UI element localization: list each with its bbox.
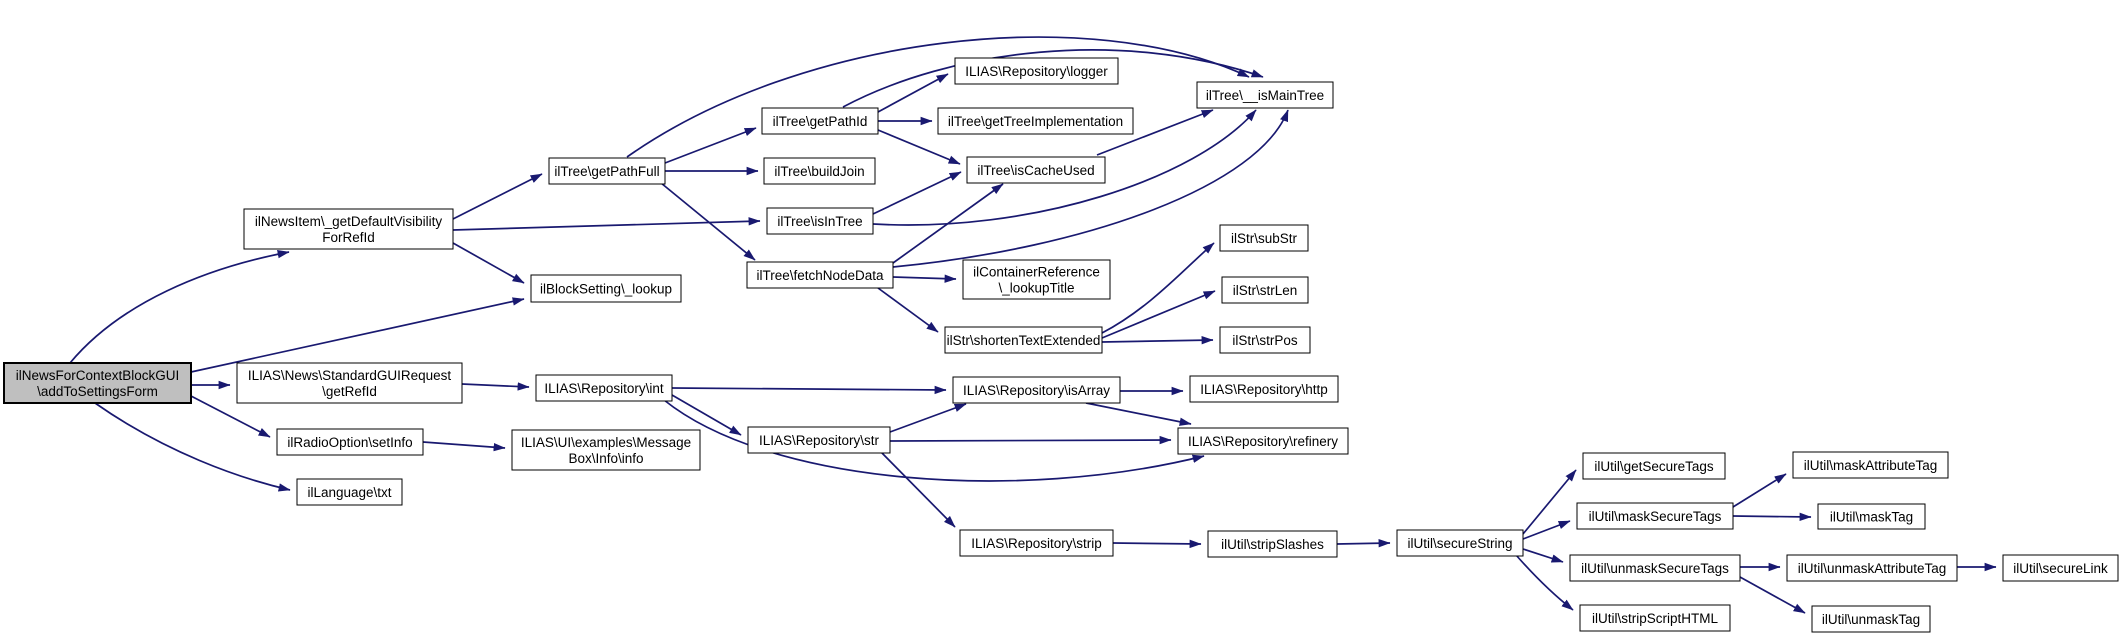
edge-secureString-maskSecureTags [1523, 521, 1570, 539]
edge-repoInt-repoStr [672, 395, 741, 435]
edge-repoStr-strip [880, 451, 955, 527]
node-label: ilNewsItem\_getDefaultVisibility [254, 213, 443, 229]
node-label: ILIAS\UI\examples\Message [520, 434, 692, 450]
node-strLen[interactable] [1222, 277, 1308, 303]
node-refinery[interactable] [1178, 428, 1348, 454]
edge-isArray-refinery [1086, 403, 1191, 424]
node-isCacheUsed[interactable] [967, 157, 1105, 183]
node-label: ilUtil\stripSlashes [1221, 536, 1324, 552]
edge-fetchNodeData-containerRefLookupTitle [893, 277, 956, 279]
node-label: ilTree\getPathFull [554, 163, 660, 179]
node-unmaskAttributeTag[interactable] [1787, 555, 1957, 581]
node-msgBoxInfo[interactable] [512, 430, 700, 470]
node-label: ilUtil\getSecureTags [1594, 458, 1714, 474]
node-containerRefLookupTitle[interactable] [963, 260, 1110, 299]
node-label: ilTree\isCacheUsed [977, 162, 1095, 178]
node-label: ilUtil\unmaskTag [1821, 611, 1921, 627]
node-logger[interactable] [955, 58, 1118, 84]
node-getDefaultVisibilityForRefId[interactable] [244, 209, 453, 249]
node-label: ilTree\isInTree [777, 213, 863, 229]
edge-setInfo-msgBoxInfo [423, 442, 505, 448]
node-label: ilUtil\unmaskAttributeTag [1797, 560, 1947, 576]
node-isMainTree[interactable] [1197, 82, 1333, 108]
node-label: ilContainerReference [973, 264, 1100, 280]
node-label: ilLanguage\txt [307, 484, 392, 500]
node-label: ILIAS\Repository\int [544, 380, 664, 396]
node-label: ilTree\fetchNodeData [756, 267, 884, 283]
node-stripScriptHTML[interactable] [1580, 605, 1730, 631]
edge-secureString-stripScriptHTML [1516, 555, 1573, 610]
node-getPathFull[interactable] [549, 158, 665, 184]
node-label: ilStr\strLen [1232, 282, 1298, 298]
edge-getDefaultVisibilityForRefId-getPathFull [453, 174, 542, 219]
node-label: \addToSettingsForm [37, 383, 158, 399]
node-unmaskSecureTags[interactable] [1570, 555, 1740, 581]
node-label: \getRefId [322, 383, 377, 399]
node-label: ilTree\getPathId [772, 113, 868, 129]
node-label: ilTree\getTreeImplementation [947, 113, 1124, 129]
edge-secureString-unmaskSecureTags [1523, 549, 1563, 562]
node-isArray[interactable] [953, 377, 1120, 403]
node-label: ilUtil\maskAttributeTag [1803, 457, 1938, 473]
node-label: ILIAS\Repository\strip [971, 535, 1102, 551]
node-strPos[interactable] [1220, 327, 1310, 353]
node-label: ilTree\buildJoin [774, 163, 865, 179]
node-label: ilUtil\secureLink [2013, 560, 2108, 576]
edge-repoStr-isArray [890, 404, 966, 432]
node-label: ilUtil\maskTag [1829, 509, 1914, 525]
edge-isInTree-isCacheUsed [873, 172, 961, 214]
node-subStr[interactable] [1220, 225, 1308, 251]
edge-strip-stripSlashes [1113, 543, 1201, 544]
edge-getPathId-isCacheUsed [878, 130, 960, 164]
edge-maskSecureTags-maskAttributeTag [1733, 474, 1786, 507]
node-label: ilRadioOption\setInfo [287, 434, 413, 450]
node-label: ILIAS\Repository\isArray [962, 382, 1111, 398]
edge-getPathFull-getPathId [665, 128, 756, 163]
nodes-layer [4, 58, 2118, 632]
node-label: ilUtil\stripScriptHTML [1591, 610, 1719, 626]
node-label: ILIAS\Repository\refinery [1187, 433, 1339, 449]
node-label: ilUtil\secureString [1407, 535, 1513, 551]
edge-fetchNodeData-shortenTextExtended [878, 288, 938, 332]
edge-secureString-getSecureTags [1523, 470, 1576, 534]
node-getSecureTags[interactable] [1583, 453, 1725, 479]
node-label: ilUtil\unmaskSecureTags [1581, 560, 1729, 576]
edge-getRefId-repoInt [462, 384, 529, 387]
node-strip[interactable] [960, 530, 1113, 556]
node-repoStr[interactable] [748, 427, 890, 453]
edge-shortenTextExtended-subStr [1102, 243, 1214, 333]
node-getPathId[interactable] [762, 108, 878, 134]
edge-addToSettingsForm-blockSettingLookup [191, 299, 524, 372]
edge-shortenTextExtended-strPos [1102, 340, 1213, 342]
node-label: ilUtil\maskSecureTags [1588, 508, 1722, 524]
edge-repoStr-refinery [890, 440, 1171, 441]
edge-getDefaultVisibilityForRefId-blockSettingLookup [453, 243, 524, 283]
node-maskTag[interactable] [1818, 504, 1925, 529]
node-label: ILIAS\Repository\str [758, 432, 880, 448]
edge-addToSettingsForm-getDefaultVisibilityForRefId [70, 252, 289, 363]
edge-addToSettingsForm-langTxt [95, 403, 290, 490]
edge-stripSlashes-secureString [1337, 543, 1390, 544]
node-getTreeImplementation[interactable] [938, 108, 1133, 134]
node-label: ilStr\strPos [1232, 332, 1298, 348]
node-unmaskTag[interactable] [1812, 606, 1930, 632]
node-repoInt[interactable] [536, 375, 672, 401]
node-langTxt[interactable] [297, 479, 402, 505]
node-blockSettingLookup[interactable] [531, 275, 681, 302]
edge-getPathFull-isMainTree [627, 37, 1249, 157]
node-secureLink[interactable] [2003, 555, 2118, 581]
node-label: \_lookupTitle [998, 280, 1075, 296]
node-isInTree[interactable] [767, 208, 873, 234]
node-getRefId[interactable] [237, 363, 462, 403]
node-shortenTextExtended[interactable] [945, 327, 1102, 353]
node-label: ilStr\subStr [1230, 230, 1298, 246]
node-label: ILIAS\Repository\logger [965, 63, 1108, 79]
node-label: ilTree\__isMainTree [1205, 87, 1325, 103]
node-secureString[interactable] [1397, 530, 1523, 556]
edge-unmaskSecureTags-unmaskTag [1740, 577, 1805, 613]
node-addToSettingsForm[interactable] [4, 363, 191, 403]
node-stripSlashes[interactable] [1208, 531, 1337, 557]
node-label: ilNewsForContextBlockGUI [15, 367, 180, 383]
edge-shortenTextExtended-strLen [1102, 291, 1215, 338]
node-label: Box\Info\info [568, 450, 644, 466]
node-setInfo[interactable] [277, 429, 423, 455]
edge-getPathId-logger [878, 74, 948, 112]
node-label: ForRefId [322, 229, 375, 245]
node-maskAttributeTag[interactable] [1793, 452, 1948, 478]
edge-repoInt-isArray [672, 388, 946, 390]
edge-maskSecureTags-maskTag [1733, 516, 1811, 517]
node-label: ILIAS\Repository\http [1200, 381, 1328, 397]
node-label: ilStr\shortenTextExtended [946, 332, 1101, 348]
node-buildJoin[interactable] [764, 158, 875, 184]
node-maskSecureTags[interactable] [1577, 503, 1733, 529]
node-http[interactable] [1190, 376, 1338, 402]
node-fetchNodeData[interactable] [747, 262, 893, 288]
node-label: ILIAS\News\StandardGUIRequest [247, 367, 452, 383]
node-label: ilBlockSetting\_lookup [539, 281, 673, 297]
